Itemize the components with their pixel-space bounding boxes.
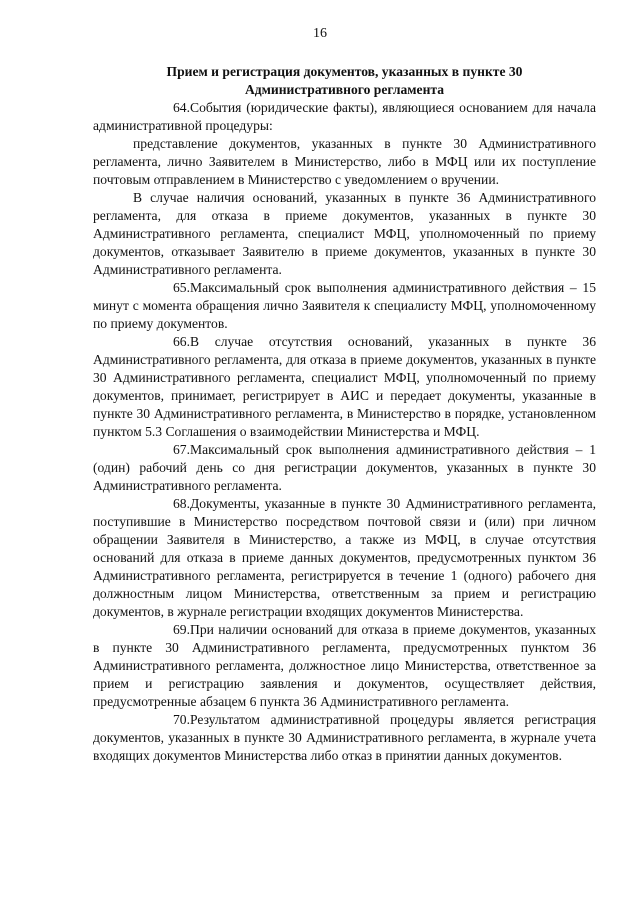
paragraph-64-submission — [93, 135, 596, 189]
paragraph-text: Результатом административной процедуры является регистрация документов, указанных в пункте 30 Административного регламента, в журнале учета входящих документов Министерства либо отказ в принятии данных документов. — [93, 712, 596, 763]
paragraph-65 — [93, 279, 596, 333]
paragraph-text: Документы, указанные в пункте 30 Административного регламента, поступившие в Министерство посредством почтовой связи и (или) при личном обращении Заявителя в Министерство, а также из МФЦ, в случае отсутствия оснований для отказа в приеме данных документов, предусмотренных пунктом 36 Административного регламента, регистрируется в течение 1 (одного) рабочего дня должностным лицом Министерства, ответственным за прием и регистрацию документов, в журнале регистрации входящих документов Министерства. — [93, 496, 596, 619]
paragraph-number: 67. — [173, 442, 190, 457]
paragraph-text: Максимальный срок выполнения административного действия – 1 (один) рабочий день со дня регистрации документов, указанных в пункте 30 Административного регламента. — [93, 442, 596, 493]
paragraph-text: События (юридические факты), являющиеся основанием для начала административной процедуры: — [93, 100, 596, 133]
paragraph-text: представление документов, указанных в пункте 30 Административного регламента, лично Заявителем в Министерство, либо в МФЦ или их поступление почтовым отправлением в Министерство с уведомлением о вручении. — [93, 136, 596, 187]
paragraph-text: Максимальный срок выполнения административного действия – 15 минут с момента обращения лично Заявителя к специалисту МФЦ, уполномоченному по приему документов. — [93, 280, 596, 331]
section-heading-line-2: Административного регламента — [244, 82, 445, 97]
section-heading — [93, 63, 596, 99]
paragraph-67 — [93, 441, 596, 495]
paragraph-66 — [93, 333, 596, 441]
paragraph-69 — [93, 621, 596, 711]
paragraph-68 — [93, 495, 596, 621]
section-heading-line-1: Прием и регистрация документов, указанных в пункте 30 — [166, 64, 523, 79]
paragraph-64 — [93, 99, 596, 135]
paragraph-text: При наличии оснований для отказа в приеме документов, указанных в пункте 30 Административного регламента, предусмотренных пунктом 36 Административного регламента, должностное лицо Министерства, ответственное за прием и регистрацию заявления и документов, осуществляет действия, предусмотренные абзацем 6 пункта 36 Административного регламента. — [93, 622, 596, 709]
paragraph-64-refusal — [93, 189, 596, 279]
paragraph-number: 70. — [173, 712, 190, 727]
paragraph-70 — [93, 711, 596, 765]
document-body — [93, 63, 596, 765]
paragraph-text: В случае отсутствия оснований, указанных в пункте 36 Административного регламента, для отказа в приеме документов, указанных в пункте 30 Административного регламента, специалист МФЦ, уполномоченный по приему документов, принимает, регистрирует в АИС и передает документы, указанные в пункте 30 Административного регламента, в Министерство в порядке, установленном пунктом 5.3 Соглашения о взаимодействии Министерства и МФЦ. — [93, 334, 596, 439]
paragraph-number: 64. — [173, 100, 190, 115]
page-number: 16 — [313, 26, 327, 41]
paragraph-number: 65. — [173, 280, 190, 295]
paragraph-number: 66. — [173, 334, 190, 349]
paragraph-text: В случае наличия оснований, указанных в пункте 36 Административного регламента, для отказа в приеме документов, указанных в пункте 30 Административного регламента, специалист МФЦ, уполномоченный по приему документов, отказывает Заявителю в приеме документов, указанных в пункте 30 Административного регламента. — [93, 190, 596, 277]
paragraph-number: 69. — [173, 622, 190, 637]
paragraph-number: 68. — [173, 496, 190, 511]
